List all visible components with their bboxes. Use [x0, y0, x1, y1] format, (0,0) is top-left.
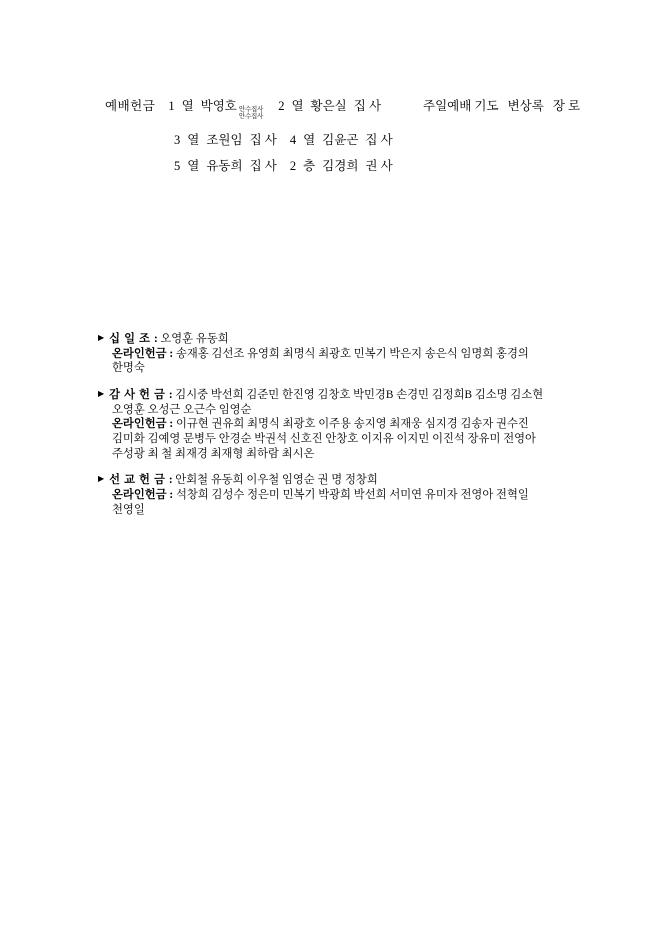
offering-row	[105, 134, 575, 147]
online-names-cont: 천영일	[112, 503, 145, 516]
online-names: 석창희 김성수 정은미 민복기 박광희 박선희 서미연 유미자 전영아 전혁일	[175, 489, 529, 502]
online-names-cont: 한명숙	[112, 362, 145, 375]
offering-name: 김경희	[322, 159, 359, 174]
offering-cell	[174, 134, 277, 147]
offering-rank: 집 사	[365, 132, 393, 147]
offering-name: 박영호	[200, 99, 237, 113]
online-names: 송재홍 김선조 유영희 최명식 최광호 민복기 박은지 송은식 임명희 홍경의	[175, 347, 529, 360]
offering-cell	[290, 134, 393, 147]
donation-section-mission	[98, 473, 578, 517]
donation-section-tithe	[98, 332, 578, 376]
offering-block	[105, 99, 581, 187]
offering-number: 1	[168, 99, 175, 113]
offering-row	[105, 160, 575, 173]
online-names-cont: 주성광 최 철 최재경 최재형 최하람 최시온	[112, 447, 315, 460]
offering-rank-note: 안수집사 안수집사	[238, 106, 264, 120]
section-names: 김시중 박선희 김준민 한진영 김창호 박민경B 손경민 김정희B 김소명 김소현	[175, 389, 544, 402]
bullet-triangle-icon: ▶	[98, 389, 105, 399]
offering-unit: 층	[303, 159, 316, 174]
prayer-name: 변상록	[507, 99, 544, 113]
offering-number: 2	[289, 159, 297, 174]
offering-title: 예배헌금	[105, 99, 156, 113]
online-label: 온라인헌금 :	[112, 418, 174, 431]
bullet-triangle-icon: ▶	[98, 333, 105, 342]
prayer-rank: 장 로	[552, 99, 581, 113]
offering-name: 조원임	[206, 132, 243, 147]
offering-cell	[278, 100, 381, 113]
offering-cell	[290, 160, 393, 173]
offering-rank: 집 사	[353, 99, 382, 113]
offering-unit: 열	[181, 99, 194, 113]
section-label: 십 일 조 :	[109, 333, 159, 345]
offering-unit: 열	[291, 99, 304, 113]
offering-cell	[168, 100, 265, 120]
section-names: 안회철 유동희 이우철 임영순 권 명 정창희	[175, 474, 378, 487]
offering-name: 황은실	[310, 99, 347, 113]
section-names-cont: 오영훈 오성근 오근수 임영순	[112, 403, 252, 416]
online-names-cont: 김미화 김예영 문병두 안경순 박권석 신호진 안창호 이지유 이지민 이진석 장유미 전영아	[112, 433, 536, 446]
online-names: 이규현 권유희 최명식 최광호 이주용 송지영 최재웅 심지경 김송자 권수진	[175, 418, 529, 431]
section-label: 감 사 헌 금 :	[109, 389, 174, 402]
offering-rank: 집 사	[249, 132, 277, 147]
section-names: 오영훈 유동희	[160, 333, 229, 345]
offering-name: 유동희	[206, 159, 243, 174]
offering-number: 4	[289, 132, 297, 147]
offering-number: 5	[174, 159, 181, 174]
online-label: 온라인헌금 :	[112, 347, 174, 360]
offering-rank: 권 사	[365, 159, 393, 174]
donation-section-thanksgiving	[98, 388, 578, 461]
sunday-service-prayer	[423, 100, 580, 113]
donation-sections	[98, 332, 578, 529]
prayer-label: 주일예배 기도	[423, 99, 499, 113]
offering-rank: 집 사	[249, 159, 277, 174]
offering-unit: 열	[187, 132, 200, 147]
offering-unit: 열	[303, 132, 316, 147]
offering-number: 3	[174, 132, 181, 147]
offering-unit: 열	[187, 159, 200, 174]
offering-number: 2	[278, 99, 285, 113]
bullet-triangle-icon: ▶	[98, 474, 105, 484]
online-label: 온라인헌금 :	[112, 489, 174, 502]
offering-cell	[174, 160, 277, 173]
offering-name: 김윤곤	[322, 132, 359, 147]
section-label: 선 교 헌 금 :	[109, 474, 174, 487]
